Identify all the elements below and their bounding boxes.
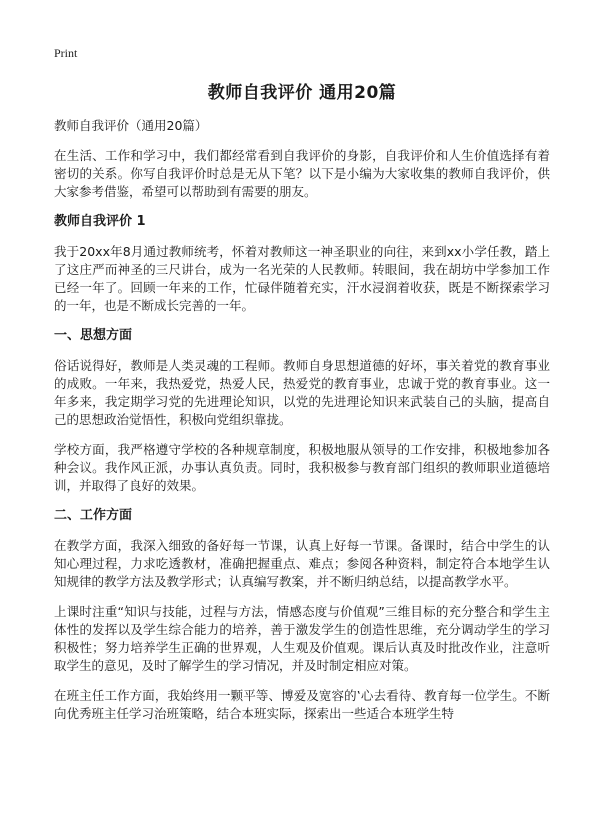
document-title: 教师自我评价 通用20篇 [207,83,397,103]
heading-work: 二、工作方面 [54,508,133,523]
section-heading-1: 教师自我评价 1 [54,214,146,229]
section1-paragraph: 我于20xx年8月通过教师统考，怀着对教师这一神圣职业的向往，来到xx小学任教，踏上了这庄严而神圣的三尺讲台，成为一名光荣的人民教师。转眼间，我在胡坊中学参加工作已经一年了。回顾一年来的工作，忙碌伴随着充实，汗水浸润着收获，既是不断探索学习的一年，也是不断成长完善的一年。 [54,244,550,313]
heading-thought: 一、思想方面 [54,328,133,343]
work-paragraph-1: 在教学方面，我深入细致的备好每一节课，认真上好每一节课。备课时，结合中学生的认知心理过程，力求吃透教材，准确把握重点、难点；参阅各种资料，制定符合本地学生认知规律的教学方法及教学形式；认真编写教案，并不断归纳总结，以提高教学水平。 [54,538,550,589]
work-paragraph-3: 在班主任工作方面，我始终用一颗平等、博爱及宽容的‛心去看待、教育每一位学生。不断向优秀班主任学习治班策略，结合本班实际，探索出一些适合本班学生特 [54,688,550,721]
work-paragraph-2: 上课时注重“知识与技能，过程与方法，情感态度与价值观”三维目标的充分整合和学生主体性的发挥以及学生综合能力的培养，善于激发学生的创造性思维，充分调动学生的学习积极性；努力培养学生正确的世界观，人生观及价值观。课后认真及时批改作业，注意听取学生的意见，及时了解学生的学习情况，并及时制定相应对策。 [54,604,550,673]
thought-paragraph-2: 学校方面，我严格遵守学校的各种规章制度，积极地服从领导的工作安排，积极地参加各种会议。我作风正派，办事认真负责。同时，我积极参与教育部门组织的教师职业道德培训，并取得了良好的效果。 [54,442,550,493]
print-link[interactable]: Print [54,46,78,60]
document-subtitle: 教师自我评价（通用20篇） [54,118,208,133]
thought-paragraph-1: 俗话说得好，教师是人类灵魂的工程师。教师自身思想道德的好坏，事关着党的教育事业的成败。一年来，我热爱党，热爱人民，热爱党的教育事业，忠诚于党的教育事业。这一年多来，我定期学习党的先进理论知识，以党的先进理论知识来武装自己的头脑，提高自己的思想政治觉悟性，积极向党组织靠拢。 [54,358,550,427]
document [54,78,550,735]
intro-paragraph: 在生活、工作和学习中，我们都经常看到自我评价的身影，自我评价和人生价值选择有着密切的关系。你写自我评价时总是无从下笔？以下是小编为大家收集的教师自我评价，供大家参考借鉴，希望可以帮助到有需要的朋友。 [54,148,550,199]
